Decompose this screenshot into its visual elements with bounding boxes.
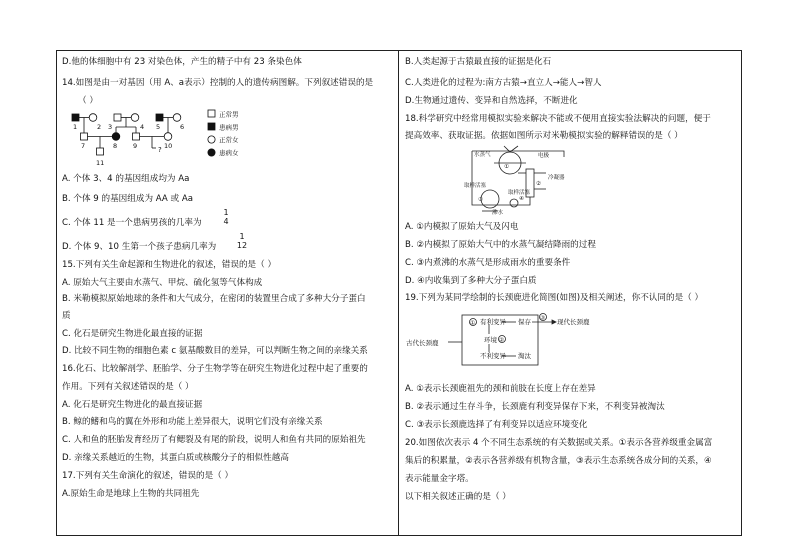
- q20-stem-line2: 集后的积累量，②表示各营养级有机物含量，③表示生态系统各成分间的关系，④: [405, 456, 712, 466]
- svg-text:10: 10: [164, 142, 173, 150]
- pedigree-individual-4: [131, 114, 139, 122]
- svg-text:8: 8: [113, 142, 118, 150]
- svg-text:①: ①: [504, 164, 509, 170]
- q17-option-d: D.生物通过遗传、变异和自然选择，不断进化: [405, 96, 578, 106]
- svg-text:水蒸气: 水蒸气: [474, 152, 491, 158]
- q20-stem-line1: 20.如图依次表示 4 个不同生态系统的有关数据或关系。①表示各营养级重金属富: [405, 438, 713, 448]
- q20-stem-line4: 以下相关叙述正确的是（ ）: [405, 492, 511, 502]
- q15-stem: 15.下列有关生命起源和生物进化的叙述，错误的是（ ）: [62, 260, 277, 270]
- q16-stem-line2: 作用。下列有关叙述错误的是（ ）: [62, 382, 194, 392]
- pedigree-individual-5: [156, 114, 163, 121]
- q14-d-fraction: 1 12: [236, 232, 248, 250]
- svg-text:不利变异: 不利变异: [480, 352, 506, 360]
- miller-apparatus-figure: [464, 143, 604, 219]
- q19-option-a: A. ①表示长颈鹿祖先的颈和前肢在长度上存在差异: [405, 384, 596, 394]
- q20-stem-line3: 表示能量金字塔。: [405, 474, 474, 484]
- svg-text:③: ③: [540, 315, 545, 322]
- q13-option-d: D.他的体细胞中有 23 对染色体，产生的精子中有 23 条染色体: [62, 57, 302, 67]
- q19-stem: 19.下列为某同学绘制的长颈鹿进化简图(如图)及相关阐述，你不认同的是（ ）: [405, 293, 704, 303]
- svg-text:患病女: 患病女: [219, 149, 239, 157]
- q18-stem-line2: 提高效率、获取证据。依据如图所示对米勒模拟实验的解释错误的是（ ）: [405, 131, 683, 141]
- svg-text:②: ②: [536, 181, 541, 187]
- q18-stem-line1: 18.科学研究中经常用模拟实验来解决不能或不便用直接实验法解决的问题，便于: [405, 114, 711, 124]
- q14-option-a: A. 个体 3、4 的基因组成均为 Aa: [62, 174, 190, 184]
- svg-text:?: ?: [158, 146, 162, 154]
- q14-c-fraction: 1 4: [223, 208, 229, 226]
- pedigree-individual-7: [81, 133, 88, 140]
- svg-text:沸水: 沸水: [492, 210, 504, 215]
- q15-option-c: C. 化石是研究生物进化最直接的证据: [62, 329, 203, 339]
- svg-text:淘汰: 淘汰: [518, 352, 531, 360]
- column-divider: [398, 50, 399, 536]
- q19-option-b: B. ②表示通过生存斗争，长颈鹿有利变异保存下来，不利变异被淘汰: [405, 402, 665, 412]
- q17-option-b: B.人类起源于古猿最直接的证据是化石: [405, 57, 552, 67]
- giraffe-evolution-figure: [404, 312, 604, 374]
- svg-text:1: 1: [73, 123, 78, 131]
- svg-text:现代长颈鹿: 现代长颈鹿: [557, 318, 590, 326]
- svg-text:保存: 保存: [518, 318, 531, 326]
- pedigree-individual-6: [173, 114, 181, 122]
- q14-option-b: B. 个体 9 的基因组成为 AA 或 Aa: [62, 194, 193, 204]
- pedigree-individual-1: [72, 114, 79, 121]
- svg-text:3: 3: [108, 123, 113, 131]
- svg-text:②: ②: [499, 337, 504, 344]
- svg-text:9: 9: [133, 142, 138, 150]
- svg-text:①: ①: [470, 320, 475, 327]
- q16-option-b: B. 鲸的鳍和鸟的翼在外形和功能上差异很大，说明它们没有亲缘关系: [62, 417, 323, 427]
- q18-option-c: C. ③内煮沸的水蒸气是形成雨水的重要条件: [405, 258, 571, 268]
- pedigree-individual-2: [89, 114, 97, 122]
- svg-text:5: 5: [156, 123, 161, 131]
- svg-text:患病男: 患病男: [219, 123, 239, 132]
- svg-text:③: ③: [478, 197, 483, 203]
- pedigree-figure: [66, 108, 276, 174]
- svg-text:正常女: 正常女: [219, 136, 239, 144]
- q15-option-b-line1: B. 米勒模拟原始地球的条件和大气成分，在密闭的装置里合成了多种大分子蛋白: [62, 294, 366, 304]
- q14-blank: （ ）: [78, 96, 98, 106]
- q18-option-b: B. ②内模拟了原始大气中的水蒸气凝结降雨的过程: [405, 240, 596, 250]
- q16-stem-line1: 16.化石、比较解剖学、胚胎学、分子生物学等在研究生物进化过程中起了重要的: [62, 364, 368, 374]
- q16-option-a: A. 化石是研究生物进化的最直接证据: [62, 400, 203, 410]
- q15-option-b-line2: 质: [62, 311, 71, 321]
- svg-text:环境: 环境: [484, 336, 497, 344]
- svg-text:④: ④: [519, 196, 524, 202]
- pedigree-individual-3: [114, 114, 121, 121]
- svg-text:有利变异: 有利变异: [480, 318, 506, 326]
- svg-text:7: 7: [81, 142, 86, 150]
- q19-option-c: C. ③表示长颈鹿选择了有利变异以适应环境变化: [405, 420, 588, 430]
- svg-text:古代长颈鹿: 古代长颈鹿: [406, 339, 439, 347]
- pedigree-individual-8: [112, 133, 120, 141]
- svg-text:2: 2: [97, 123, 102, 131]
- q18-option-d: D. ④内收集到了多种大分子蛋白质: [405, 276, 537, 286]
- svg-text:4: 4: [140, 123, 145, 131]
- svg-text:取样活塞: 取样活塞: [464, 183, 487, 189]
- svg-text:正常男: 正常男: [219, 110, 239, 119]
- pedigree-individual-10: [164, 133, 172, 141]
- q14-option-d: D. 个体 9、10 生第一个孩子患病几率为: [62, 242, 217, 252]
- q17-option-c: C.人类进化的过程为:南方古猿→直立人→能人→智人: [405, 78, 602, 88]
- svg-text:取样活塞: 取样活塞: [508, 190, 531, 196]
- svg-text:6: 6: [180, 123, 185, 131]
- pedigree-individual-9: [133, 133, 140, 140]
- svg-text:11: 11: [96, 159, 105, 167]
- q18-option-a: A. ①内模拟了原始大气及闪电: [405, 222, 519, 232]
- q16-option-c: C. 人和鱼的胚胎发育经历了有鳃裂及有尾的阶段，说明人和鱼有共同的原始祖先: [62, 435, 366, 445]
- svg-text:冷凝器: 冷凝器: [548, 175, 565, 181]
- q17-stem: 17.下列有关生命演化的叙述，错误的是（ ）: [62, 471, 234, 481]
- q16-option-d: D. 亲缘关系越近的生物，其蛋白质或核酸分子的相似性越高: [62, 453, 289, 463]
- q15-option-a: A. 原始大气主要由水蒸气、甲烷、硫化氢等气体构成: [62, 278, 263, 288]
- q17-option-a: A.原始生命是地球上生物的共同祖先: [62, 489, 200, 499]
- pedigree-individual-11: [97, 148, 104, 155]
- q14-option-c: C. 个体 11 是一个患病男孩的几率为: [62, 218, 202, 228]
- q15-option-d: D. 比较不同生物的细胞色素 c 氨基酸数目的差异，可以判断生物之间的亲缘关系: [62, 346, 368, 356]
- svg-text:电极: 电极: [538, 153, 550, 159]
- q14-stem: 14.如图是由一对基因（用 A、a表示）控制的人的遗传病图解。下列叙述错误的是: [62, 78, 374, 88]
